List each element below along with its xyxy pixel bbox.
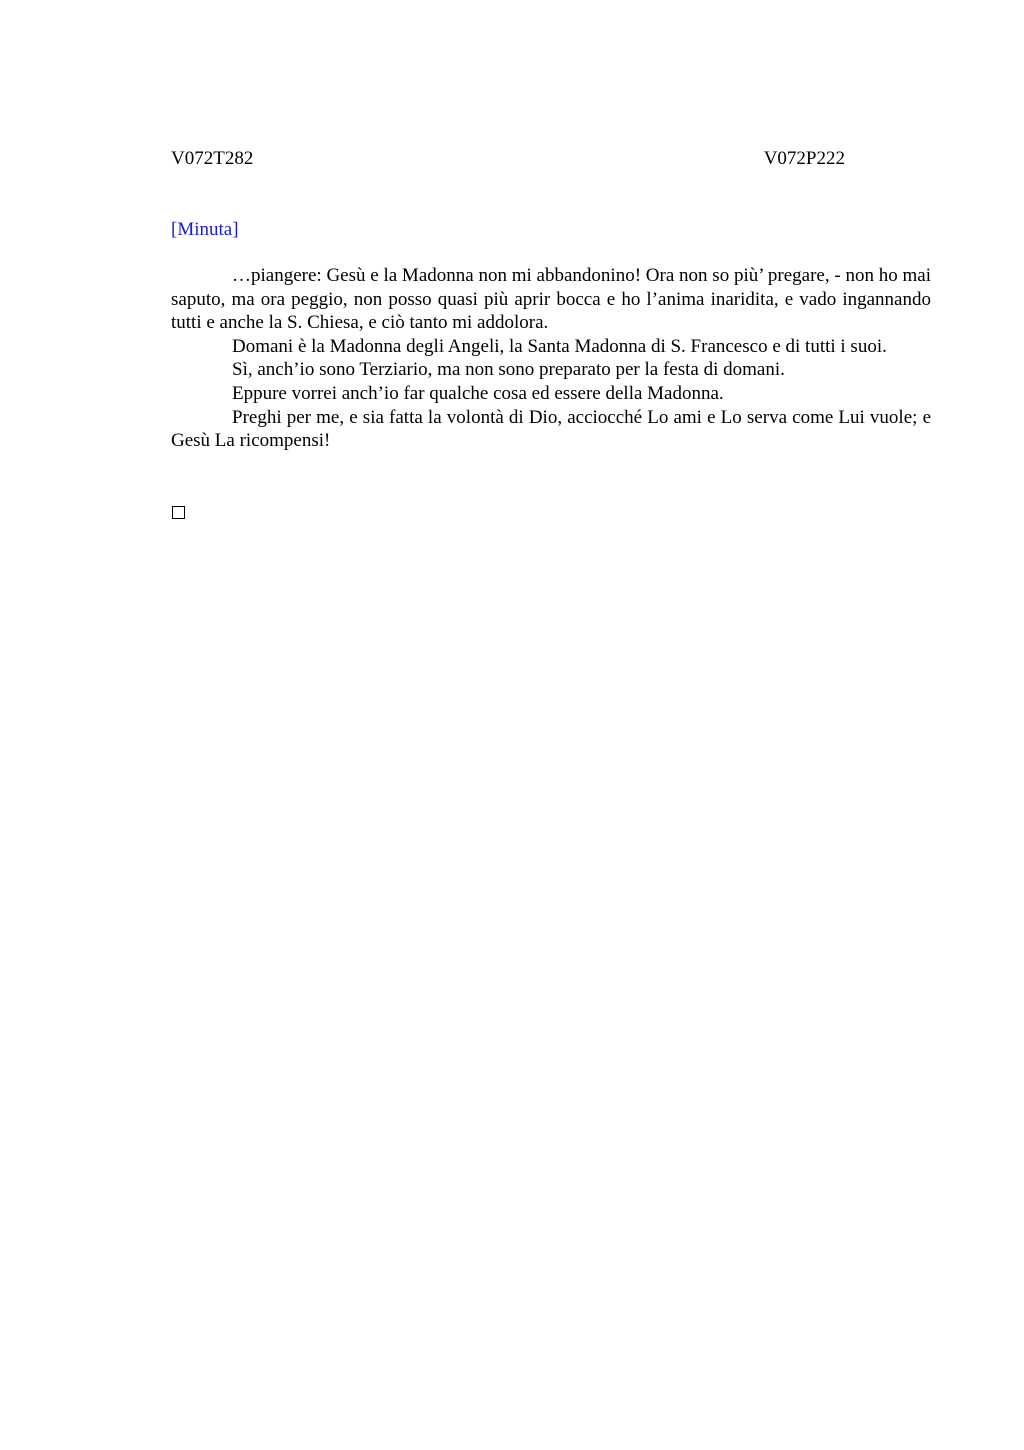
- paragraph-5: Preghi per me, e sia fatta la volontà di Dio, acciocché Lo ami e Lo serva come Lui vuole; e Gesù La ricompensi!: [171, 406, 931, 452]
- empty-square-icon: [172, 506, 185, 519]
- minuta-label: [Minuta]: [171, 219, 239, 240]
- paragraph-1: …piangere: Gesù e la Madonna non mi abbandonino! Ora non so più’ pregare, - non ho mai saputo, ma ora peggio, non posso quasi più aprir bocca e ho l’anima inaridita, e vado ingannando tutti e anche la S. Chiesa, e ciò tanto mi addolora.: [171, 265, 931, 334]
- paragraph-2: Domani è la Madonna degli Angeli, la Santa Madonna di S. Francesco e di tutti i suoi.: [232, 335, 887, 357]
- paragraph-3: Sì, anch’io sono Terziario, ma non sono preparato per la festa di domani.: [232, 359, 785, 381]
- document-code-left: V072T282: [171, 148, 254, 169]
- page-header: [171, 146, 845, 172]
- paragraph-4: Eppure vorrei anch’io far qualche cosa ed essere della Madonna.: [232, 382, 724, 404]
- letter-body: [171, 264, 931, 453]
- document-code-right: V072P222: [763, 148, 845, 169]
